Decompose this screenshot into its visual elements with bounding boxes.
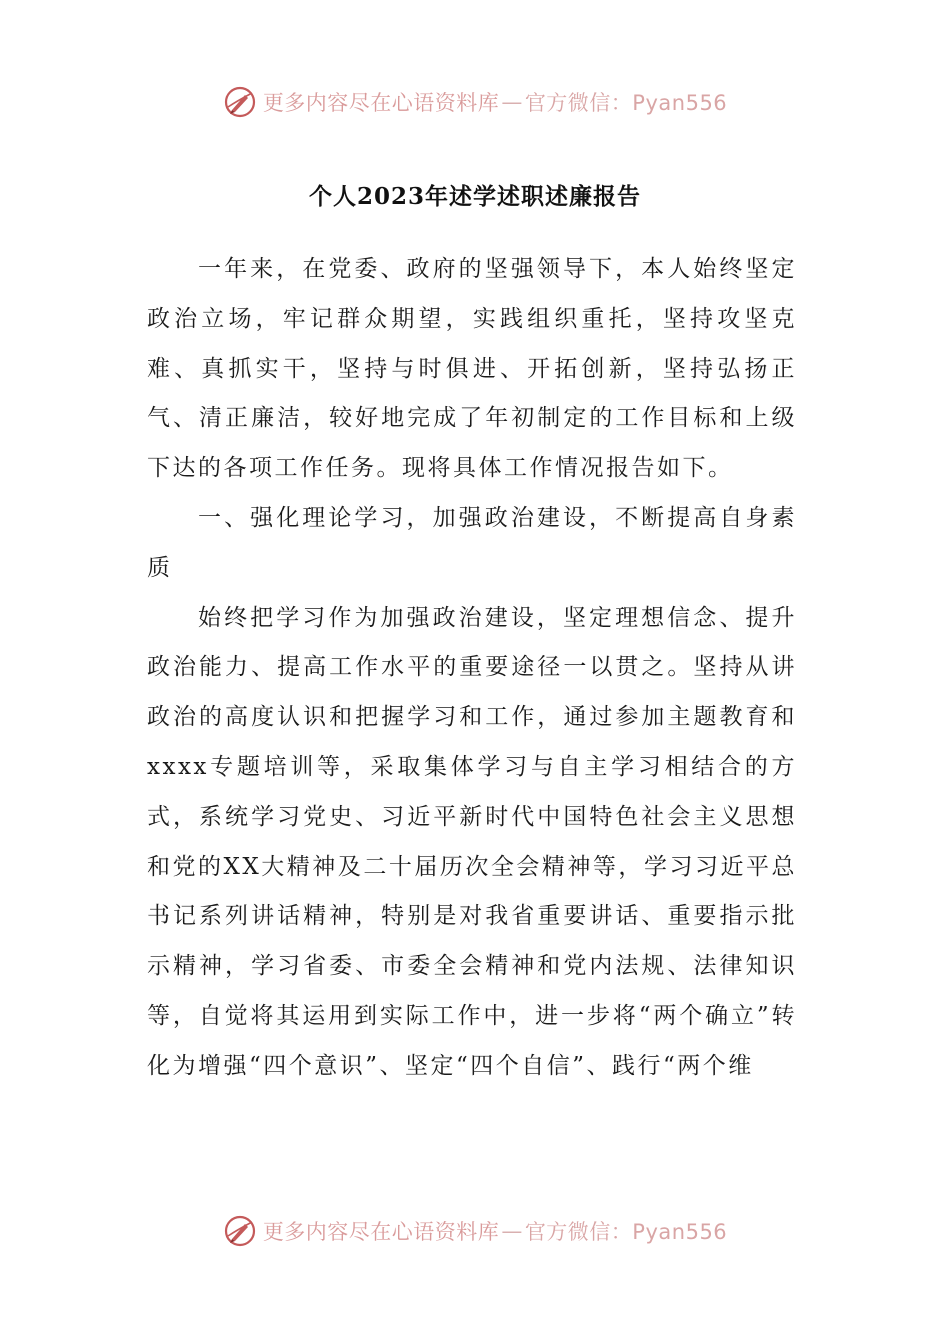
pen-logo-icon: [223, 1214, 257, 1248]
header-watermark: [0, 80, 950, 124]
watermark-separator: —: [501, 1219, 523, 1243]
watermark-brand: 更多内容尽在心语资料库: [262, 91, 500, 115]
watermark-separator: —: [501, 90, 523, 114]
watermark-wechat: 官方微信：Pyan556: [524, 91, 728, 115]
paragraph-intro: 一年来，在党委、政府的坚强领导下，本人始终坚定政治立场，牢记群众期望，实践组织重托，坚持攻坚克难、真抓实干，坚持与时俱进、开拓创新，坚持弘扬正气、清正廉洁，较好地完成了年初制定的工作目标和上级下达的各项工作任务。现将具体工作情况报告如下。: [147, 256, 797, 482]
document-body: [147, 245, 797, 1092]
pen-logo-icon: [223, 85, 257, 119]
watermark-wechat: 官方微信：Pyan556: [524, 1220, 728, 1244]
document-title: 个人2023年述学述职述廉报告: [308, 183, 641, 210]
section-heading-1: 一、强化理论学习，加强政治建设，不断提高自身素质: [147, 504, 797, 581]
watermark-brand: 更多内容尽在心语资料库: [262, 1220, 500, 1244]
footer-watermark: [0, 1209, 950, 1253]
paragraph-study: 始终把学习作为加强政治建设，坚定理想信念、提升政治能力、提高工作水平的重要途径一以贯之。坚持从讲政治的高度认识和把握学习和工作，通过参加主题教育和xxxx专题培训等，采取集体学习与自主学习相结合的方式，系统学习党史、习近平新时代中国特色社会主义思想和党的XX大精神及二十届历次全会精神等，学习习近平总书记系列讲话精神，特别是对我省重要讲话、重要指示批示精神，学习省委、市委全会精神和党内法规、法律知识等，自觉将其运用到实际工作中，进一步将“两个确立”转化为增强“四个意识”、坚定“四个自信”、践行“两个维: [147, 604, 797, 1079]
